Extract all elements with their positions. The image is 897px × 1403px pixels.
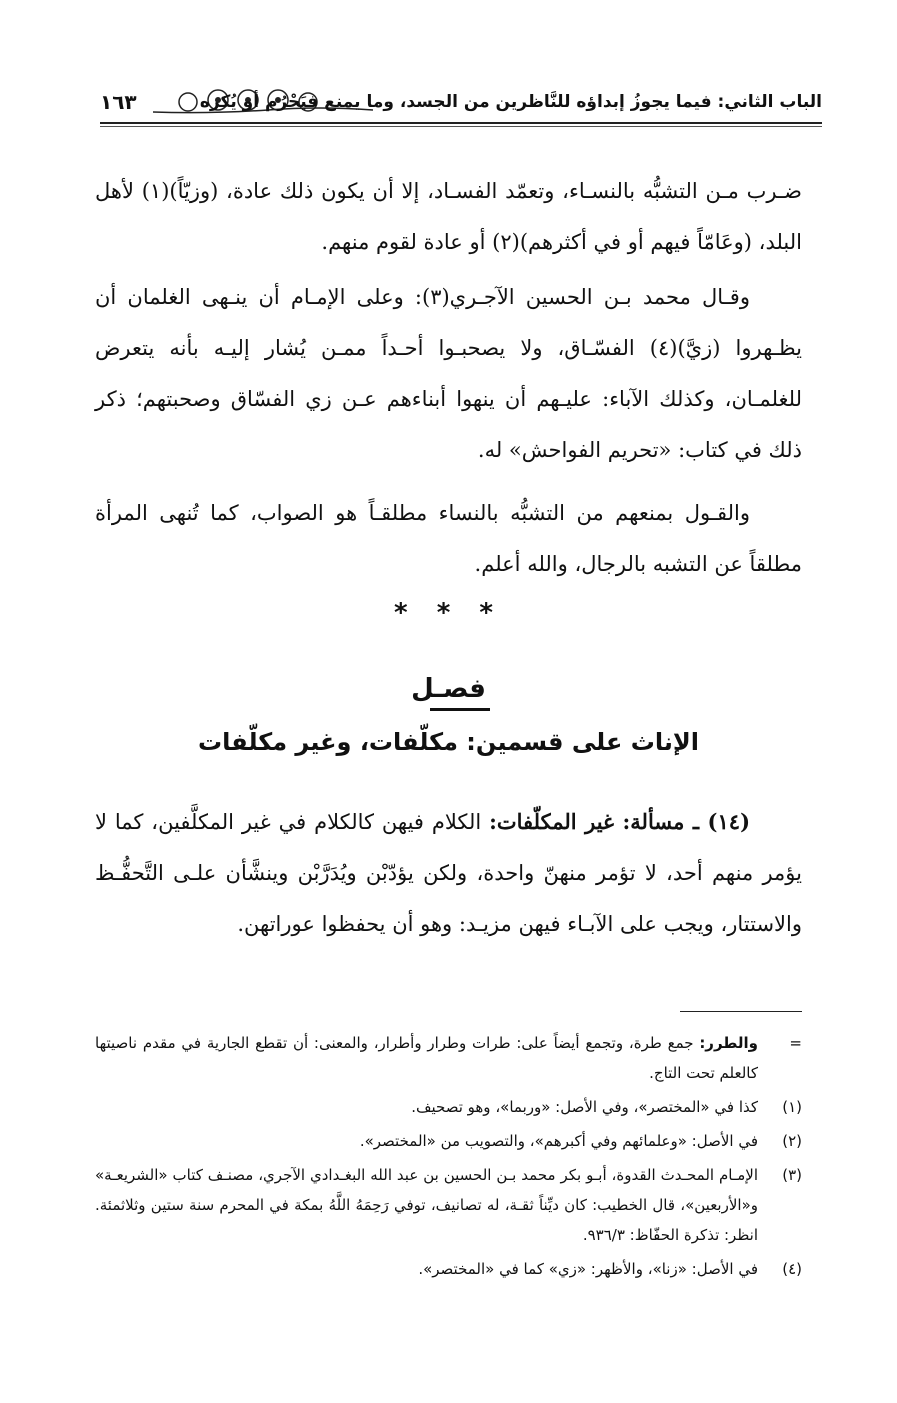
- footnotes: [95, 1028, 802, 1288]
- issue-body: الكلام فيهن كالكلام في غير المكلَّفين، كما لا يؤمر منهم أحد، لا تؤمر منهنّ واحدة، ولكن يؤدّبْن ويُدَرَّبْن وينشَّأن علـى التَّحفُّـظ والاستتار، ويجب على الآبـاء فيهن مزيـد: وهو أن يحفظوا عوراتهن.: [95, 810, 802, 936]
- paragraph-2: [95, 272, 802, 476]
- paragraph-3: [95, 488, 802, 590]
- header-rule: [100, 122, 822, 124]
- footnote-rule: [680, 1011, 802, 1012]
- section-separator: * * *: [394, 598, 503, 628]
- footnote-marker: (٢): [782, 1132, 802, 1150]
- paragraph-1-text: ضـرب مـن التشبُّه بالنسـاء، وتعمّد الفسـاد، إلا أن يكون ذلك عادة، (وزيّاً)(١) لأهل البلد، (وعَامّاً فيهم أو في أكثرهم)(٢) أو عادة لقوم منهم.: [95, 179, 802, 254]
- header-title: الباب الثاني: فيما يجوزُ إبداؤه للنَّاظرين من الجسد، وما يمنع فيَحْرُم أو يُكره: [199, 92, 822, 112]
- footnote-4: [95, 1254, 802, 1284]
- footnote-text: في الأصل: «وعلمائهم وفي أكبرهم»، والتصويب من «المختصر».: [359, 1132, 758, 1150]
- footnote-3: [95, 1160, 802, 1250]
- paragraph-issue-14: [95, 796, 802, 950]
- footnote-continued: [95, 1028, 802, 1088]
- chapter-heading: فصـل: [411, 674, 486, 704]
- paragraph-issue-14-text: [95, 796, 802, 950]
- footnote-text: الإمـام المحـدث القدوة، أبـو بكر محمد بـن الحسين بن عبد الله البغـدادي الآجري، مصنـف كتاب «الشريعـة» و«الأربعين»، قال الخطيب: كان ديِّناً ثقـة، له تصانيف، توفي رَحِمَهُ اللَّهُ بمكة في المحرم سنة ستين وثلاثمئة. انظر: تذكرة الحفّاظ: ٩٣٦/٣.: [95, 1166, 758, 1244]
- footnote-text: في الأصل: «زنا»، والأظهر: «زي» كما في «المختصر».: [418, 1260, 758, 1278]
- footnote-marker: =: [789, 1034, 802, 1052]
- footnote-1: [95, 1092, 802, 1122]
- footnote-lead: والطرر:: [699, 1034, 758, 1052]
- section-title: الإناث على قسمين: مكلّفات، وغير مكلّفات: [198, 728, 699, 756]
- footnote-text: جمع طرة، وتجمع أيضاً على: طرات وطرار وأطرار، والمعنى: أن تقطع الجارية في مقدم ناصيتها كالعلم تحت التاج.: [95, 1034, 758, 1082]
- paragraph-1: [95, 166, 802, 268]
- page-number: ١٦٣: [100, 90, 137, 114]
- paragraph-3-text: والقـول بمنعهم من التشبُّه بالنساء مطلقـاً هو الصواب، كما تُنهى المرأة مطلقاً عن التشبه بالرجال، والله أعلم.: [95, 501, 802, 576]
- issue-lead: (١٤) ـ مسألة: غير المكلّفات:: [489, 809, 750, 834]
- paragraph-2-text: وقـال محمد بـن الحسين الآجـري(٣): وعلى الإمـام أن ينـهى الغلمان أن يظـهروا (زيَّ)(٤) الفسّـاق، ولا يصحبـوا أحـداً ممـن يُشار إليـه بأنه يتعرض للغلمـان، وكذلك الآباء: عليـهم أن ينهوا أبناءهم عـن زي الفسّاق وصحبتهم؛ ذكر ذلك في كتاب: «تحريم الفواحش» له.: [95, 285, 802, 462]
- running-header: [100, 88, 822, 120]
- footnote-marker: (٤): [782, 1260, 802, 1278]
- footnote-marker: (١): [782, 1098, 802, 1116]
- footnote-2: [95, 1126, 802, 1156]
- footnote-marker: (٣): [782, 1166, 802, 1184]
- header-rule-thin: [100, 126, 822, 127]
- chapter-heading-underline: [430, 708, 490, 711]
- footnote-text: كذا في «المختصر»، وفي الأصل: «وربما»، وهو تصحيف.: [411, 1098, 758, 1116]
